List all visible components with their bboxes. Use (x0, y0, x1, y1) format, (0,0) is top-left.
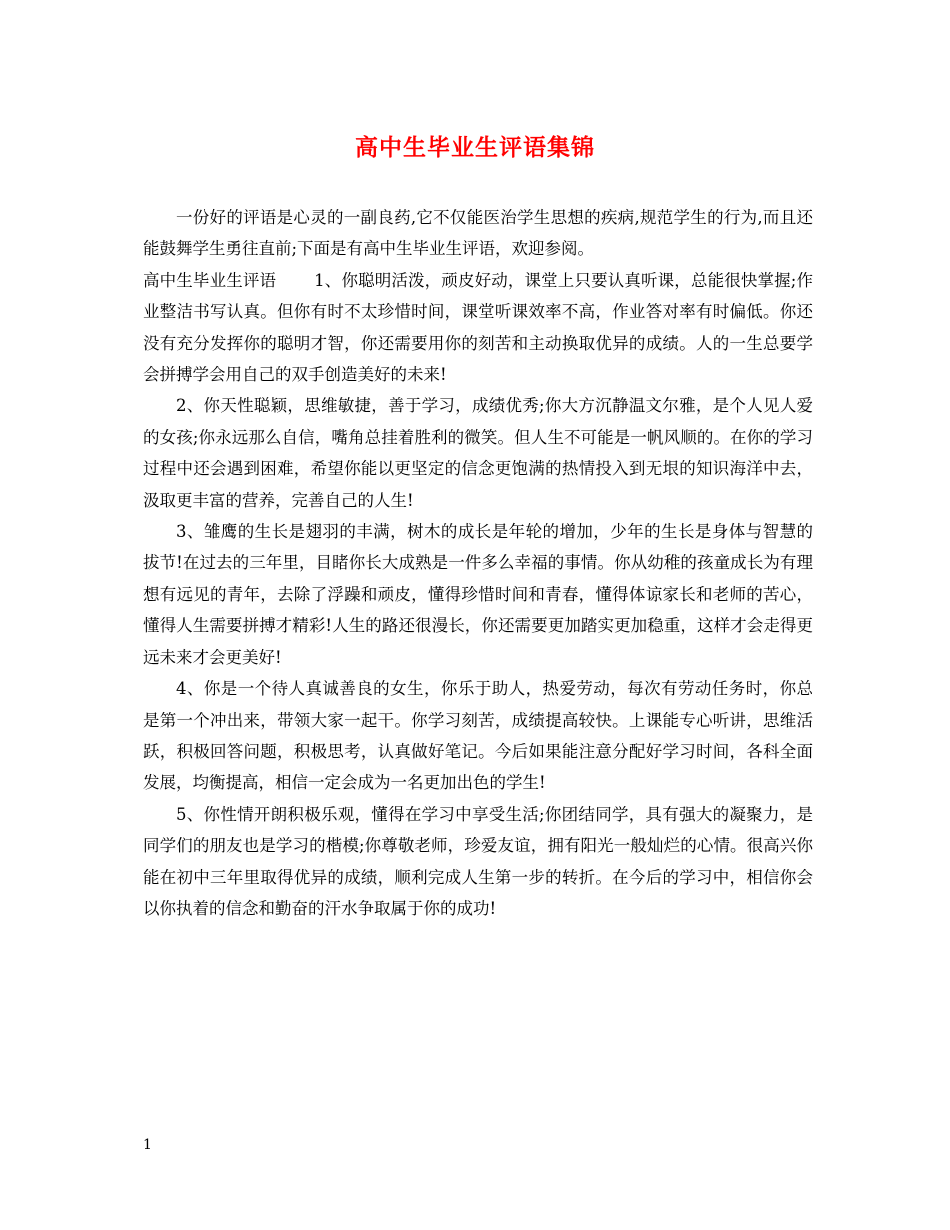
comment-paragraph-5: 5、你性情开朗积极乐观，懂得在学习中享受生活;你团结同学，具有强大的凝聚力，是同学们的朋友也是学习的楷模;你尊敬老师，珍爱友谊，拥有阳光一般灿烂的心情。很高兴你能在初中三年里取得优异的成绩，顺利完成人生第一步的转折。在今后的学习中，相信你会以你执着的信念和勤奋的汗水争取属于你的成功! (143, 804, 813, 918)
comment-paragraph-4: 4、你是一个待人真诚善良的女生，你乐于助人，热爱劳动，每次有劳动任务时，你总是第一个冲出来，带领大家一起干。你学习刻苦，成绩提高较快。上课能专心听讲，思维活跃，积极回答问题，积极思考，认真做好笔记。今后如果能注意分配好学习时间，各科全面发展，均衡提高，相信一定会成为一名更加出色的学生! (143, 679, 813, 793)
intro-paragraph: 一份好的评语是心灵的一副良药,它不仅能医治学生思想的疾病,规范学生的行为,而且还能鼓舞学生勇往直前;下面是有高中生毕业生评语，欢迎参阅。 (143, 208, 813, 259)
document-body (143, 202, 813, 924)
document-title: 高中生毕业生评语集锦 (355, 134, 595, 161)
comment-text-1: 1、你聪明活泼，顽皮好动，课堂上只要认真听课，总能很快掌握;作业整洁书写认真。但你有时不太珍惜时间，课堂听课效率不高，作业答对率有时偏低。你还没有充分发挥你的聪明才智，你还需要用你的刻苦和主动换取优异的成绩。人的一生总要学会拼搏学会用自己的双手创造美好的未来! (143, 270, 814, 385)
comment-paragraph-1 (143, 265, 813, 391)
section-heading: 高中生毕业生评语 (143, 270, 277, 290)
page-number: 1 (143, 1137, 152, 1153)
comment-paragraph-2: 2、你天性聪颖，思维敏捷，善于学习，成绩优秀;你大方沉静温文尔雅，是个人见人爱的女孩;你永远那么自信，嘴角总挂着胜利的微笑。但人生不可能是一帆风顺的。在你的学习过程中还会遇到困难，希望你能以更坚定的信念更饱满的热情投入到无垠的知识海洋中去，汲取更丰富的营养，完善自己的人生! (143, 396, 813, 510)
comment-paragraph-3: 3、雏鹰的生长是翅羽的丰满，树木的成长是年轮的增加，少年的生长是身体与智慧的拔节!在过去的三年里，目睹你长大成熟是一件多么幸福的事情。你从幼稚的孩童成长为有理想有远见的青年，去除了浮躁和顽皮，懂得珍惜时间和青春，懂得体谅家长和老师的苦心，懂得人生需要拼搏才精彩!人生的路还很漫长，你还需要更加踏实更加稳重，这样才会走得更远未来才会更美好! (143, 522, 813, 667)
